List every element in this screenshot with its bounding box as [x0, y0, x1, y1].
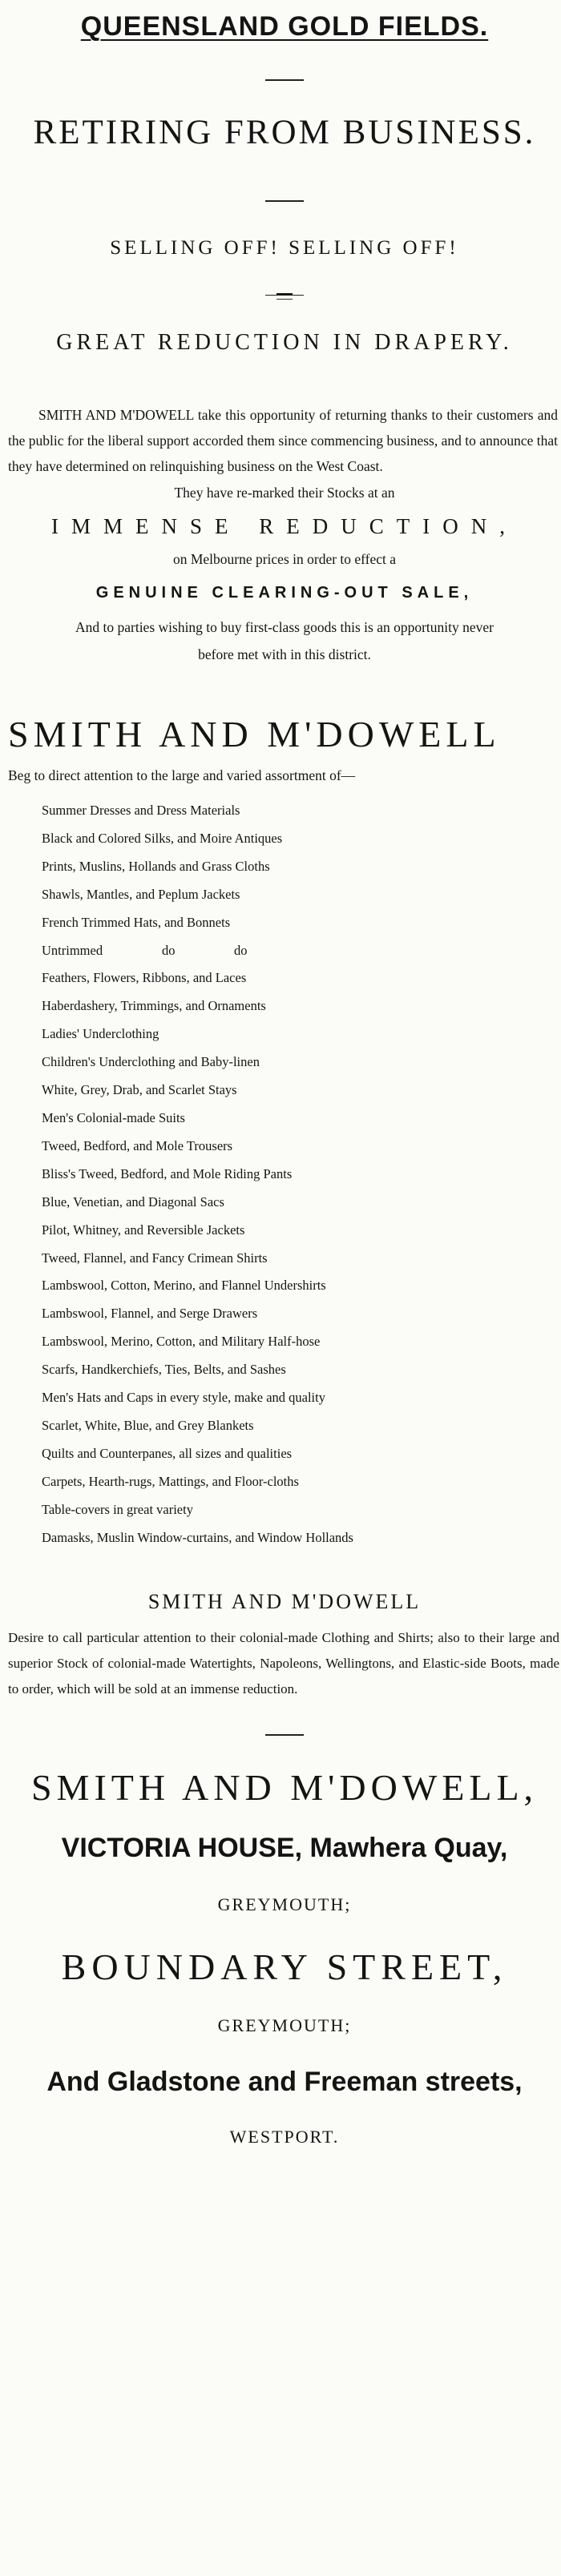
- list-item: Children's Underclothing and Baby-linen: [42, 1054, 260, 1070]
- list-item: Lambswool, Flannel, and Serge Drawers: [42, 1306, 258, 1322]
- list-item: White, Grey, Drab, and Scarlet Stays: [42, 1082, 237, 1098]
- list-item: Men's Hats and Caps in every style, make and quality: [42, 1390, 325, 1406]
- notice-line: They have re-marked their Stocks at an: [174, 485, 395, 501]
- list-item: Pilot, Whitney, and Reversible Jackets: [42, 1222, 245, 1238]
- clothing-paragraph: Desire to call particular attention to their colonial-made Clothing and Shirts; also to their large and superior Stock of colonial-made Watertights, Napoleons, Wellingtons, and Elastic-side Boots, made to order, which will be sold at an immense reduction.: [8, 1630, 559, 1697]
- smith-mcdowell-footer-name: SMITH AND M'DOWELL,: [30, 1767, 539, 1809]
- ornament-divider: [265, 293, 304, 298]
- list-item: Tweed, Bedford, and Mole Trousers: [42, 1137, 233, 1153]
- notice-line: before met with in this district.: [198, 646, 371, 662]
- list-item: Ladies' Underclothing: [42, 1026, 159, 1042]
- town-greymouth: GREYMOUTH;: [217, 1894, 352, 1915]
- list-item: Lambswool, Merino, Cotton, and Military Half-hose: [42, 1334, 321, 1350]
- assortment-list: [8, 797, 561, 1552]
- ditto-mark: do: [162, 942, 176, 958]
- list-item: Tweed, Flannel, and Fancy Crimean Shirts: [42, 1250, 268, 1266]
- list-item: Blue, Venetian, and Diagonal Sacs: [42, 1193, 224, 1210]
- list-item: Scarfs, Handkerchiefs, Ties, Belts, and Sashes: [42, 1362, 286, 1378]
- notice-line: on Melbourne prices in order to effect a: [172, 551, 397, 567]
- list-item: Damasks, Muslin Window-curtains, and Window Hollands: [42, 1529, 353, 1545]
- list-item: French Trimmed Hats, and Bonnets: [42, 914, 231, 930]
- divider-rule: [265, 200, 304, 202]
- divider-rule: [265, 1734, 304, 1736]
- immense-reduction-heading: IMMENSE REDUCTION,: [51, 514, 518, 538]
- list-item: Lambswool, Cotton, Merino, and Flannel Undershirts: [42, 1278, 326, 1294]
- list-item: Scarlet, White, Blue, and Grey Blankets: [42, 1417, 254, 1433]
- headline-selling-off: SELLING OFF! SELLING OFF!: [110, 237, 459, 259]
- smith-mcdowell-subheading: SMITH AND M'DOWELL: [147, 1590, 422, 1614]
- list-item: Summer Dresses and Dress Materials: [42, 803, 240, 818]
- notice-line: And to parties wishing to buy first-class goods this is an opportunity never: [75, 619, 494, 635]
- list-item: Table-covers in great variety: [42, 1501, 193, 1517]
- town-greymouth: GREYMOUTH;: [217, 2015, 352, 2036]
- list-item: Bliss's Tweed, Bedford, and Mole Riding Pants: [42, 1165, 293, 1181]
- headline-queensland-gold-fields: QUEENSLAND GOLD FIELDS.: [80, 11, 489, 42]
- gladstone-freeman-address: And Gladstone and Freeman streets,: [46, 2067, 523, 2098]
- list-item: Feathers, Flowers, Ribbons, and Laces: [42, 970, 247, 986]
- clearing-out-sale-heading: GENUINE CLEARING-OUT SALE,: [95, 584, 474, 602]
- ditto-mark: do: [234, 942, 248, 958]
- list-item: Carpets, Hearth-rugs, Mattings, and Floor-cloths: [42, 1473, 299, 1489]
- assortment-intro: Beg to direct attention to the large and varied assortment of—: [8, 767, 356, 783]
- notice-paragraph: SMITH AND M'DOWELL take this opportunity of returning thanks to their customers and the public for the liberal support accorded them since commencing business, and to announce that they have determined on relinquishing business on the West Coast.: [8, 407, 558, 474]
- list-item: Men's Colonial-made Suits: [42, 1109, 185, 1125]
- town-westport: WESTPORT.: [229, 2127, 340, 2147]
- smith-mcdowell-heading: SMITH AND M'DOWELL: [8, 714, 501, 755]
- list-item: Haberdashery, Trimmings, and Ornaments: [42, 998, 266, 1014]
- list-item: Prints, Muslins, Hollands and Grass Cloths: [42, 858, 270, 874]
- list-item: Quilts and Counterpanes, all sizes and qualities: [42, 1445, 293, 1461]
- list-item: [42, 937, 561, 965]
- headline-great-reduction: GREAT REDUCTION IN DRAPERY.: [56, 330, 513, 355]
- untrimmed-label: Untrimmed: [42, 942, 103, 958]
- list-item: Black and Colored Silks, and Moire Antiques: [42, 830, 283, 846]
- victoria-house-address: VICTORIA HOUSE, Mawhera Quay,: [61, 1833, 508, 1864]
- divider-rule: [265, 79, 304, 81]
- list-item: Shawls, Mantles, and Peplum Jackets: [42, 886, 240, 902]
- boundary-street-address: BOUNDARY STREET,: [61, 1946, 508, 1988]
- headline-retiring: RETIRING FROM BUSINESS.: [33, 114, 536, 151]
